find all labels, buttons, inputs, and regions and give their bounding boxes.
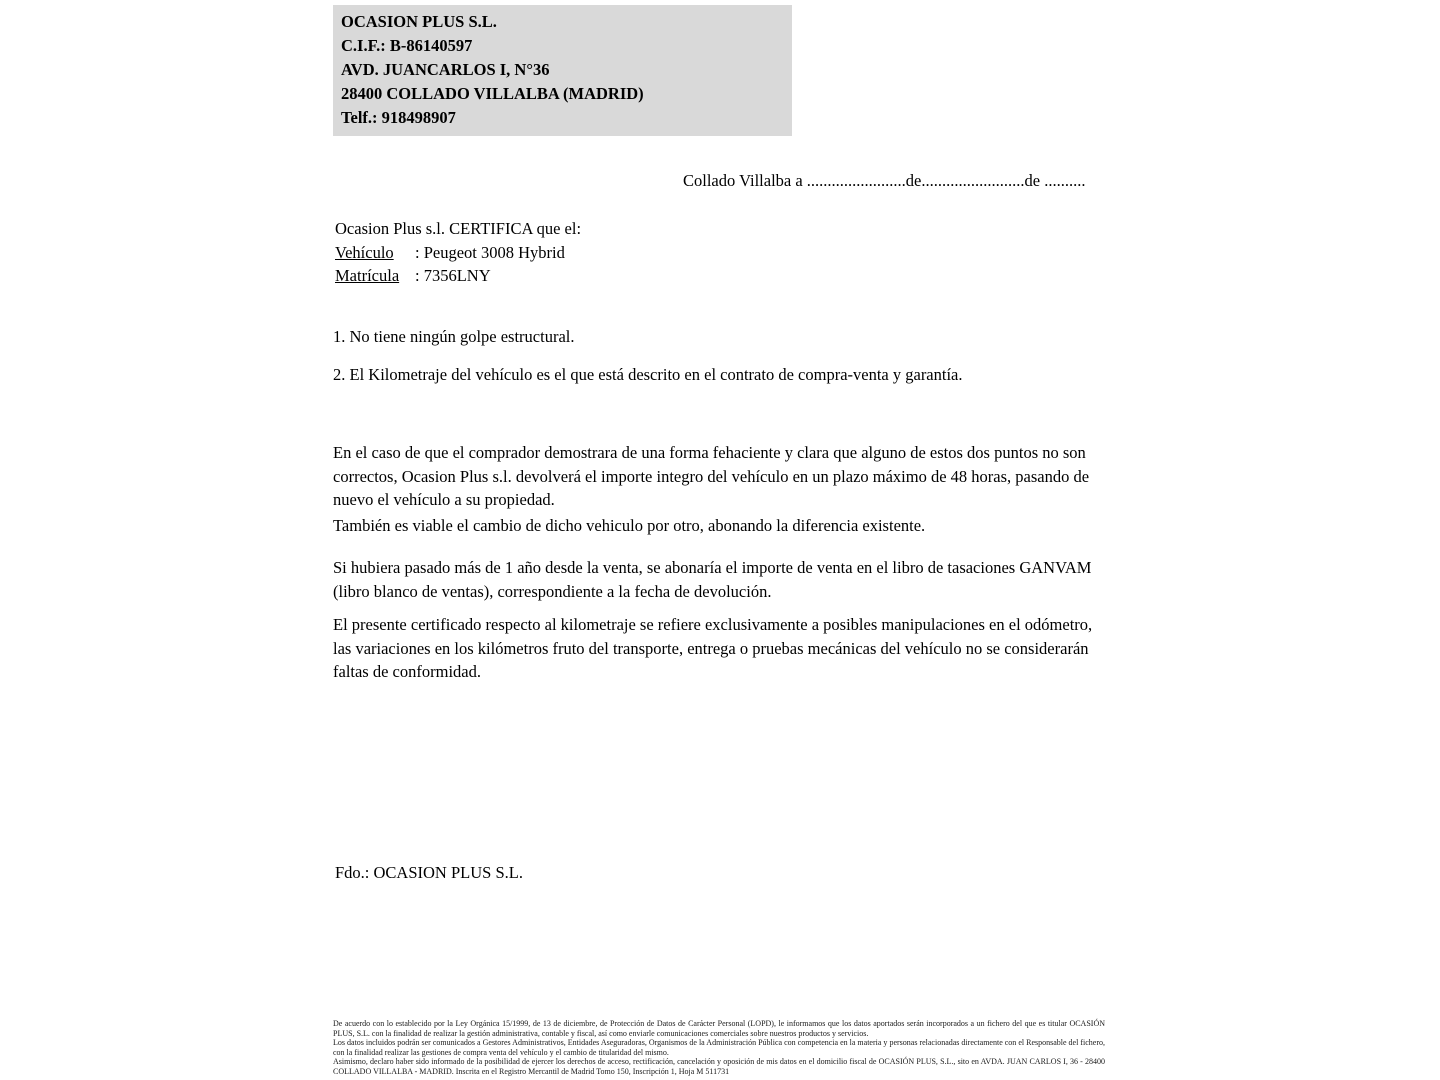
certify-point-2: 2. El Kilometraje del vehículo es el que está descrito en el contrato de compra-venta y garantía.: [333, 365, 963, 384]
paragraph-exchange-option: También es viable el cambio de dicho vehiculo por otro, abonando la diferencia existente.: [333, 516, 926, 535]
vehicle-value: : Peugeot 3008 Hybrid: [415, 242, 565, 262]
company-cif: C.I.F.: B-86140597: [341, 36, 473, 55]
legal-footer-paragraph-2: Los datos incluidos podrán ser comunicados a Gestores Administrativos, Entidades Aseguradoras, Organismos de la Administración Pública con competencia en la materia y personas relacionadas directamente con el Responsable del fichero, con la finalidad realizar las gestiones de compra venta del vehículo y el cambio de titularidad del mismo.: [333, 1038, 1105, 1057]
legal-footer-paragraph-3: Asimismo, declaro haber sido informado de la posibilidad de ejercer los derechos de acceso, rectificación, cancelación y oposición de mis datos en el domicilio fiscal de OCASIÓN PLUS, S.L., sito en AVDA. JUAN CARLOS I, 36 - 28400 COLLADO VILLALBA - MADRID. Inscrita en el Registro Mercantil de Madrid Tomo 150, Inscripción 1, Hoja M 511731: [333, 1057, 1105, 1076]
date-line: Collado Villalba a ........................de.........................de ..........: [683, 171, 1086, 190]
certify-intro: Ocasion Plus s.l. CERTIFICA que el:: [335, 219, 582, 238]
paragraph-odometer-disclaimer: El presente certificado respecto al kilometraje se refiere exclusivamente a posibles manipulaciones en el odómetro, las variaciones en los kilómetros fruto del transporte, entrega o pruebas mecánicas del vehículo no se considerarán faltas de conformidad.: [333, 615, 1093, 681]
vehicle-row: [335, 241, 581, 265]
company-city: 28400 COLLADO VILLALBA (MADRID): [341, 84, 644, 103]
plate-value: : 7356LNY: [415, 266, 491, 285]
plate-row: [335, 264, 581, 288]
paragraph-refund-policy: En el caso de que el comprador demostrara de una forma fehaciente y clara que alguno de estos dos puntos no son correctos, Ocasion Plus s.l. devolverá el importe integro del vehículo en un plazo máximo de 48 horas, pasando de nuevo el vehículo a su propiedad.: [333, 443, 1090, 509]
legal-footer-paragraph-1: De acuerdo con lo establecido por la Ley Orgánica 15/1999, de 13 de diciembre, de Protección de Datos de Carácter Personal (LOPD), le informamos que los datos aportados serán incorporados a un fichero del que es titular OCASIÓN PLUS, S.L. con la finalidad de realizar la gestión administrativa, contable y fiscal, así como enviarle comunicaciones comerciales sobre nuestros productos y servicios.: [333, 1019, 1105, 1038]
company-address: AVD. JUANCARLOS I, N°36: [341, 60, 550, 79]
company-header-box: [333, 5, 792, 136]
signature-line: Fdo.: OCASION PLUS S.L.: [335, 863, 523, 882]
company-phone: Telf.: 918498907: [341, 108, 456, 127]
vehicle-label: Vehículo: [335, 242, 394, 262]
certify-point-1: 1. No tiene ningún golpe estructural.: [333, 327, 575, 346]
company-name: OCASION PLUS S.L.: [341, 12, 497, 31]
paragraph-ganvam: Si hubiera pasado más de 1 año desde la venta, se abonaría el importe de venta en el libro de tasaciones GANVAM (libro blanco de ventas), correspondiente a la fecha de devolución.: [333, 558, 1092, 601]
plate-label: Matrícula: [335, 266, 400, 285]
legal-footer: [333, 1019, 1105, 1077]
certify-block: [335, 217, 581, 288]
